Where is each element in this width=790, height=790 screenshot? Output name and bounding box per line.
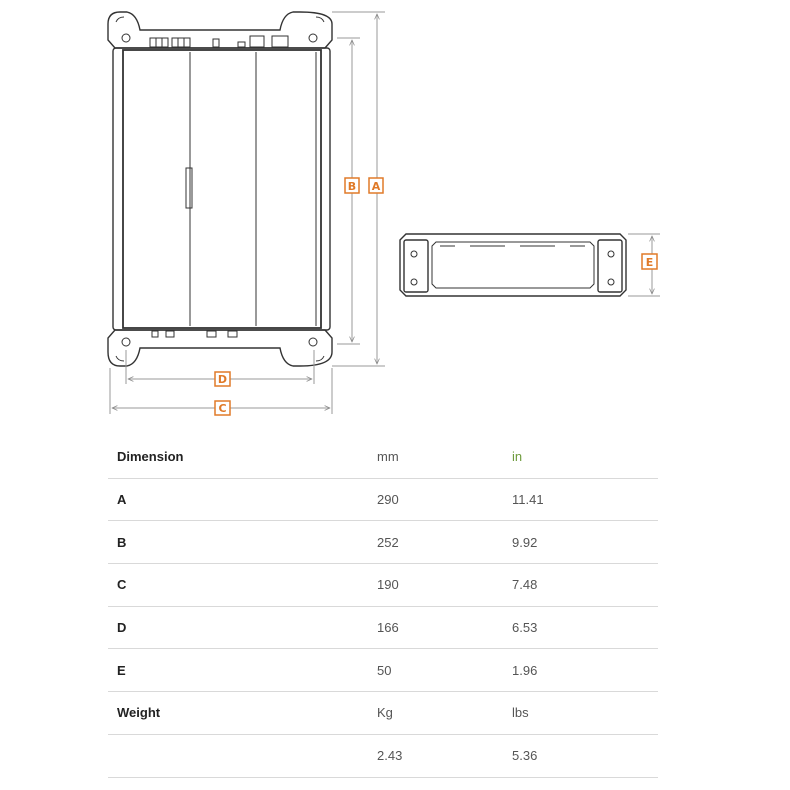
- mounting-holes: [116, 17, 324, 361]
- lbs-header: lbs: [503, 692, 658, 735]
- row-mm: 252: [368, 521, 503, 564]
- weight-row: [108, 734, 658, 777]
- row-mm: 50: [368, 649, 503, 692]
- dimension-header: Dimension: [108, 436, 368, 478]
- weight-label: [108, 734, 368, 777]
- dimension-tag-c-label: C: [218, 402, 227, 415]
- table-row: [108, 521, 658, 564]
- row-in: 6.53: [503, 606, 658, 649]
- dimension-tag-b: [345, 178, 359, 193]
- row-in: 1.96: [503, 649, 658, 692]
- row-in: 11.41: [503, 478, 658, 521]
- table-row: [108, 606, 658, 649]
- dimension-tag-e-label: E: [645, 256, 654, 269]
- in-header: in: [503, 436, 658, 478]
- mm-header: mm: [368, 436, 503, 478]
- terminal-connectors: [150, 36, 288, 337]
- table-row: [108, 478, 658, 521]
- weight-kg: 2.43: [368, 734, 503, 777]
- dimension-tag-a-label: A: [371, 180, 381, 193]
- amplifier-top-view: [108, 12, 332, 366]
- top-end-plate: [108, 12, 332, 48]
- row-in: 9.92: [503, 521, 658, 564]
- dimensions-table: [108, 436, 658, 778]
- weight-lbs: 5.36: [503, 734, 658, 777]
- kg-header: Kg: [368, 692, 503, 735]
- heatsink-body: [113, 48, 330, 330]
- dimension-lines: [110, 12, 385, 414]
- weight-header-row: [108, 692, 658, 735]
- dimension-tag-d: [215, 372, 230, 386]
- row-in: 7.48: [503, 564, 658, 607]
- dimension-tag-e: [642, 254, 657, 269]
- dimension-tag-b-label: B: [347, 180, 357, 193]
- dimension-tag-c: [215, 401, 230, 415]
- bottom-end-plate: [108, 330, 332, 366]
- row-mm: 290: [368, 478, 503, 521]
- row-mm: 166: [368, 606, 503, 649]
- amplifier-side-view: [400, 234, 626, 296]
- table-row: [108, 649, 658, 692]
- dimension-tag-a: [369, 178, 383, 193]
- table-row: [108, 564, 658, 607]
- table-header-row: [108, 436, 658, 478]
- dimension-tag-d-label: D: [217, 373, 228, 386]
- weight-header: Weight: [108, 692, 368, 735]
- row-label: D: [108, 606, 368, 649]
- row-label: E: [108, 649, 368, 692]
- row-label: B: [108, 521, 368, 564]
- row-mm: 190: [368, 564, 503, 607]
- row-label: C: [108, 564, 368, 607]
- row-label: A: [108, 478, 368, 521]
